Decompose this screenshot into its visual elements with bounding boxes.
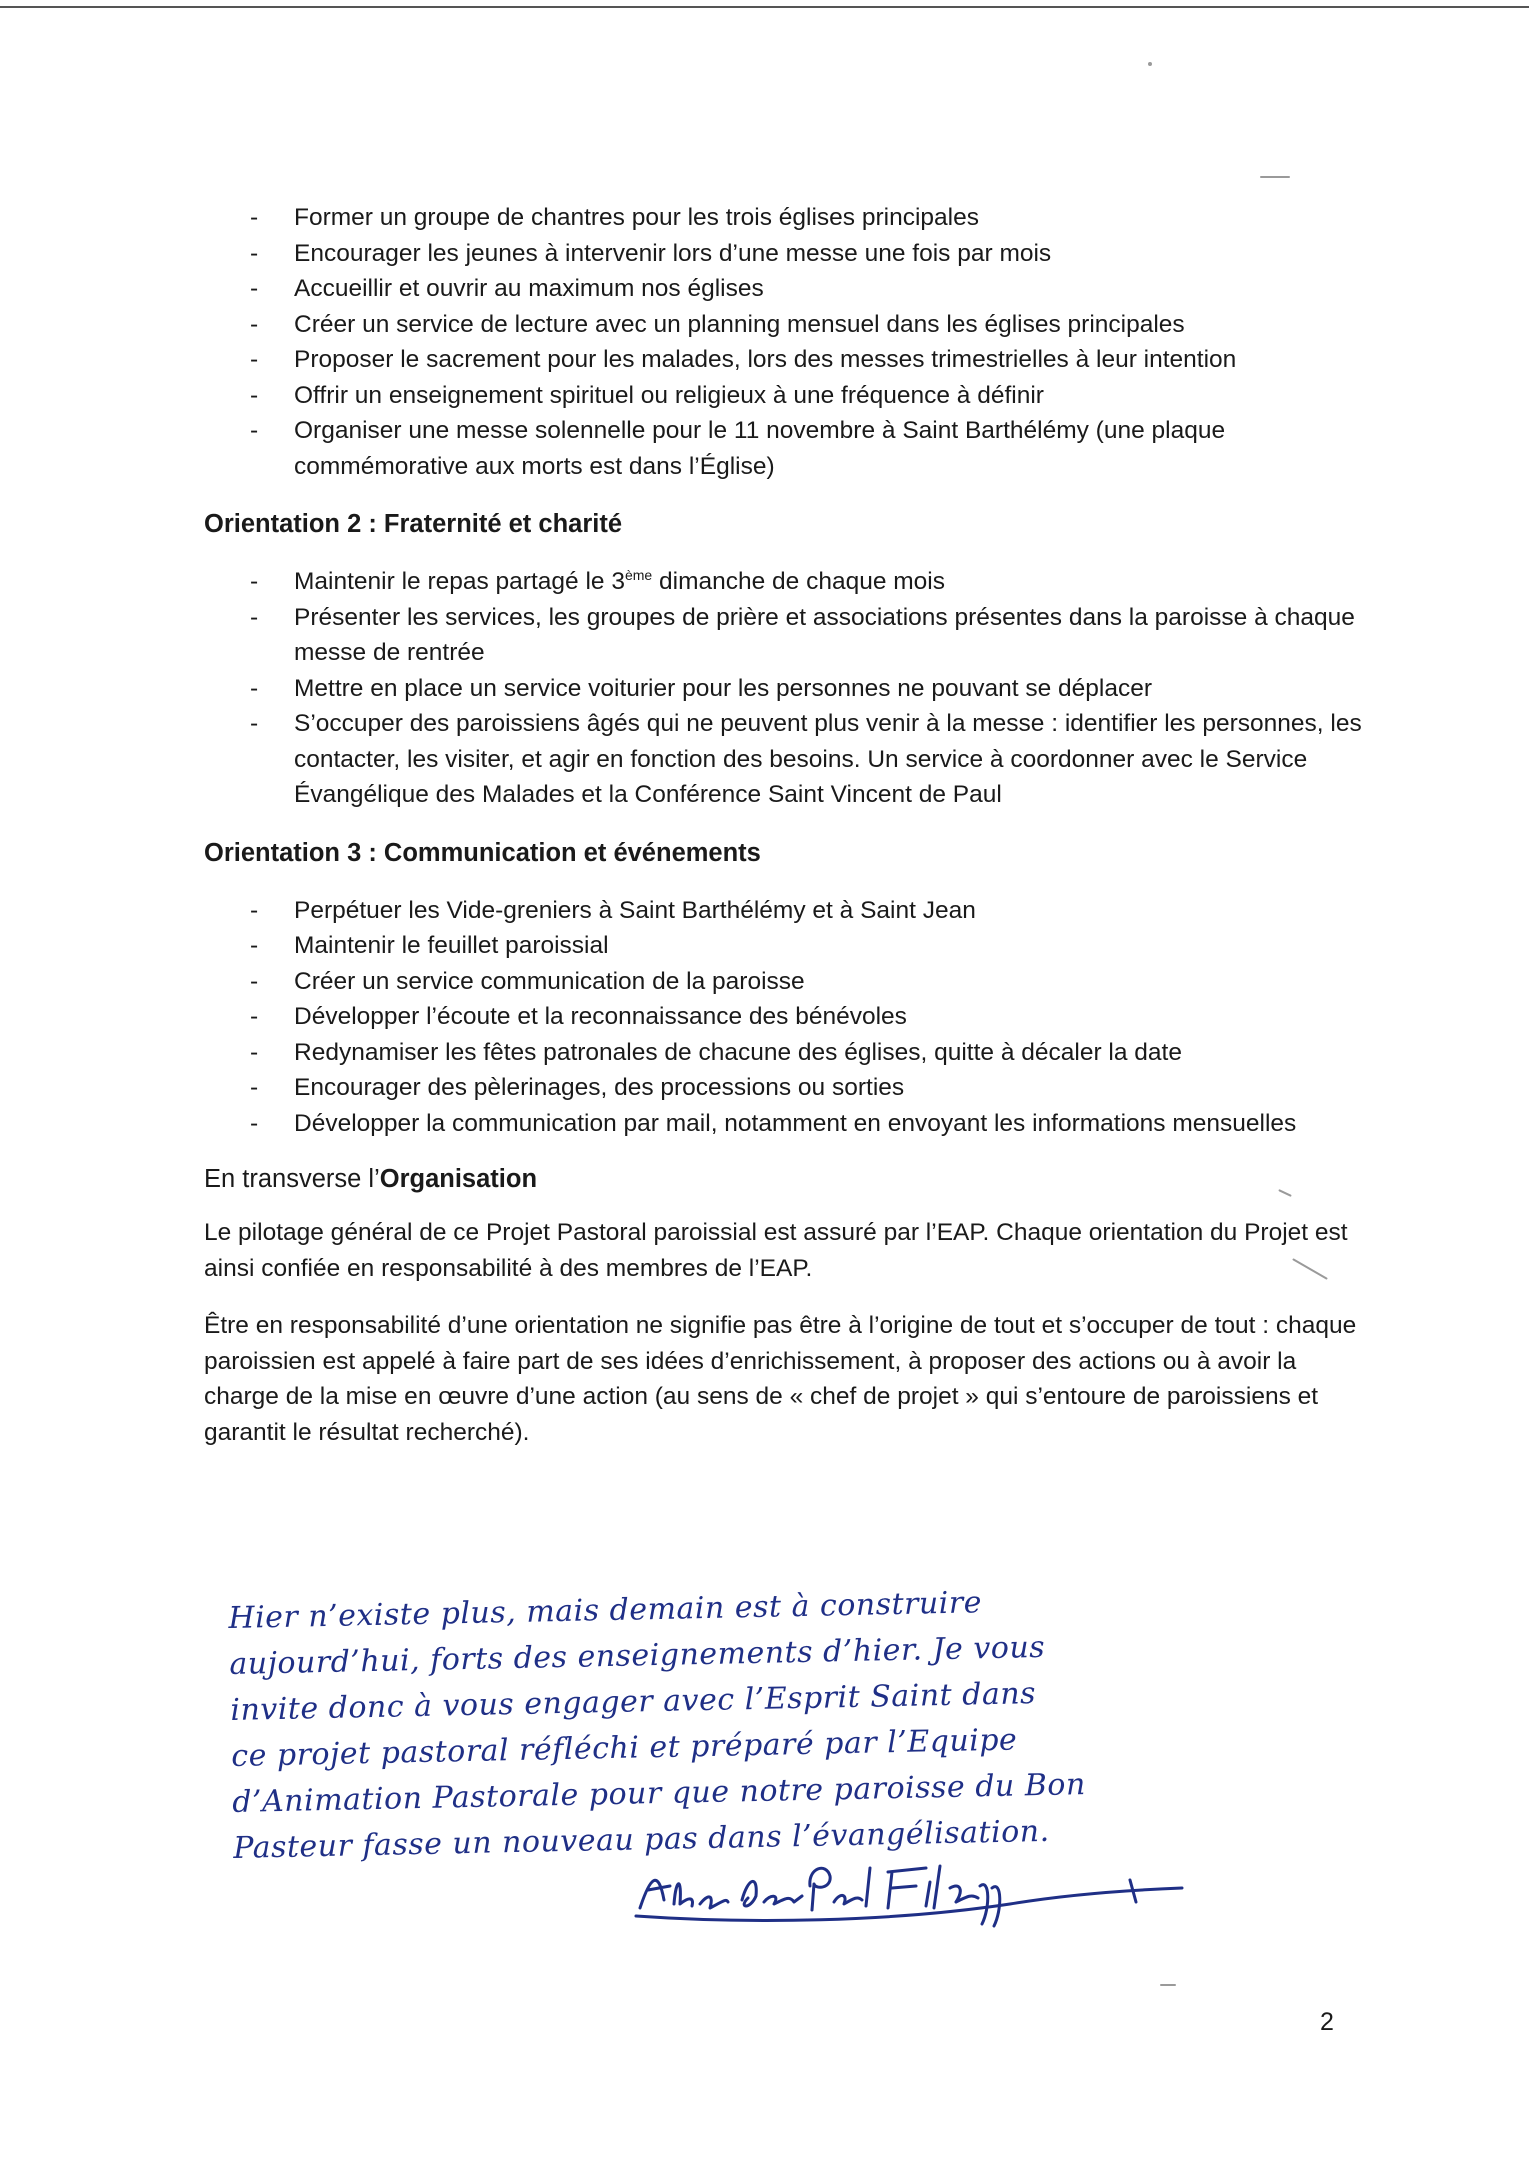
scan-top-border (0, 6, 1529, 8)
page-number: 2 (1320, 2008, 1334, 2036)
list-item: - Former un groupe de chantres pour les trois églises principales (204, 200, 1364, 236)
scan-mark (1160, 1984, 1176, 1986)
list-item: - Proposer le sacrement pour les malades, lors des messes trimestrielles à leur intention (204, 342, 1364, 378)
list-item: - Présenter les services, les groupes de prière et associations présentes dans la paroisse à chaque messe de rentrée (204, 600, 1364, 671)
communication-list (204, 893, 1364, 1142)
list-item: - Encourager des pèlerinages, des processions ou sorties (204, 1070, 1364, 1106)
handwritten-line: Hier n’existe plus, mais demain est à construire (228, 1585, 983, 1636)
fraternity-list (204, 564, 1364, 813)
transverse-heading-prefix: En transverse l’ (204, 1165, 380, 1193)
list-item: - Redynamiser les fêtes patronales de chacune des églises, quitte à décaler la date (204, 1035, 1364, 1071)
handwritten-note (228, 1575, 1234, 1872)
handwritten-line: d’Animation Pastorale pour que notre paroisse du Bon (231, 1767, 1087, 1820)
list-item: - Créer un service de lecture avec un planning mensuel dans les églises principales (204, 307, 1364, 343)
list-item-text: Maintenir le repas partagé le 3 (294, 568, 625, 595)
liturgy-list (204, 200, 1364, 484)
list-item-text: dimanche de chaque mois (652, 568, 946, 595)
handwritten-line: Pasteur fasse un nouveau pas dans l’évangélisation. (232, 1813, 1050, 1866)
list-item: - Mettre en place un service voiturier pour les personnes ne pouvant se déplacer (204, 671, 1364, 707)
transverse-heading (204, 1161, 1364, 1197)
paragraph: Être en responsabilité d’une orientation ne signifie pas être à l’origine de tout et s’occuper de tout : chaque paroissien est appelé à faire part de ses idées d’enrichissement, à proposer des actions ou à avoir la charge de la mise en œuvre d’une action (au sens de « chef de projet » qui s’entoure de paroissiens et garantit le résultat recherché). (204, 1312, 1357, 1446)
list-item: - Développer l’écoute et la reconnaissance des bénévoles (204, 999, 1364, 1035)
handwritten-line: invite donc à vous engager avec l’Esprit Saint dans (230, 1676, 1037, 1728)
paragraph: Le pilotage général de ce Projet Pastoral paroissial est assuré par l’EAP. Chaque orientation du Projet est ainsi confiée en responsabilité à des membres de l’EAP. (204, 1219, 1348, 1282)
scan-mark (1260, 176, 1290, 178)
list-item: - S’occuper des paroissiens âgés qui ne peuvent plus venir à la messe : identifier les personnes, les contacter, les visiter, et agir en fonction des besoins. Un service à coordonner avec le Service Évangélique des Malades et la Conférence Saint Vincent de Paul (204, 706, 1364, 813)
scan-mark (1148, 62, 1152, 66)
list-item: - Créer un service communication de la paroisse (204, 964, 1364, 1000)
transverse-heading-bold: Organisation (379, 1165, 538, 1193)
list-item: - Développer la communication par mail, notamment en envoyant les informations mensuelles (204, 1106, 1364, 1142)
signature (630, 1838, 1190, 1928)
orientation-3-heading: Orientation 3 : Communication et événements (204, 838, 761, 867)
list-item: - Encourager les jeunes à intervenir lors d’une messe une fois par mois (204, 236, 1364, 272)
orientation-2-heading: Orientation 2 : Fraternité et charité (204, 510, 623, 538)
list-item: - Offrir un enseignement spirituel ou religieux à une fréquence à définir (204, 378, 1364, 414)
handwritten-line: aujourd’hui, forts des enseignements d’hier. Je vous (229, 1629, 1046, 1682)
list-item: - Maintenir le feuillet paroissial (204, 928, 1364, 964)
list-item: - Organiser une messe solennelle pour le 11 novembre à Saint Barthélémy (une plaque commémorative aux morts est dans l’Église) (204, 413, 1364, 484)
superscript: ème (624, 566, 653, 583)
list-item (204, 564, 1364, 600)
document-page (204, 200, 1364, 1450)
list-item: - Accueillir et ouvrir au maximum nos églises (204, 271, 1364, 307)
handwritten-line: ce projet pastoral réfléchi et préparé par l’Equipe (230, 1722, 1018, 1774)
list-item: - Perpétuer les Vide-greniers à Saint Barthélémy et à Saint Jean (204, 893, 1364, 929)
